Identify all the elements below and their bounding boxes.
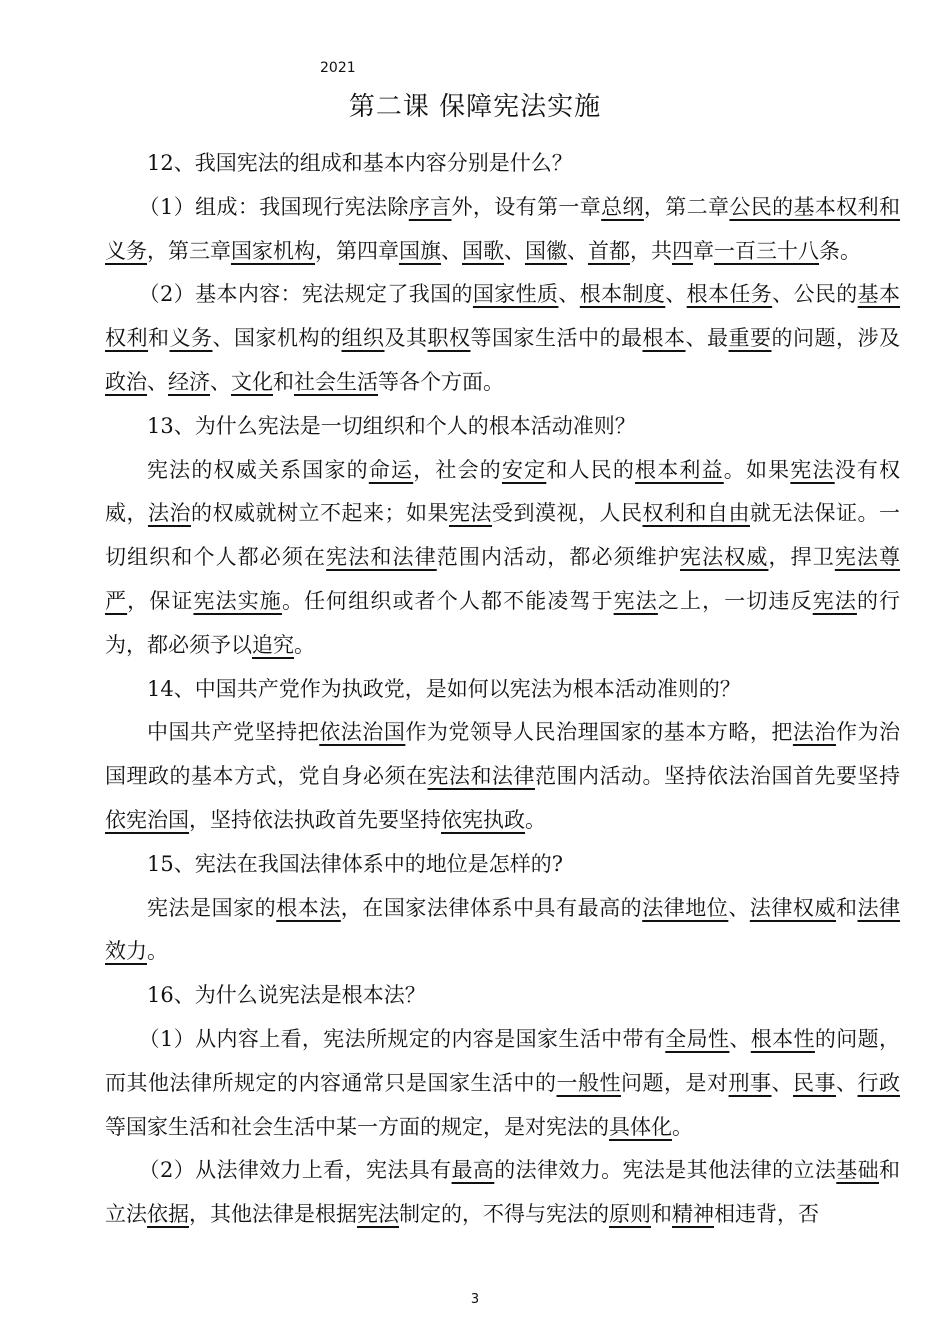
underlined-term: 依宪治国 (105, 807, 189, 832)
paragraph (105, 668, 900, 712)
underlined-term: 序言 (408, 194, 452, 219)
text-run: 、 (771, 1070, 793, 1095)
underlined-term: 最高 (451, 1158, 495, 1183)
text-run: 制定的，不得与宪法的 (399, 1202, 609, 1227)
underlined-term: 根本法 (276, 895, 341, 920)
paragraph (105, 974, 900, 1018)
underlined-term: 依据 (147, 1202, 189, 1227)
paragraph (105, 186, 900, 274)
text-run: 的问题，涉及 (771, 326, 900, 351)
text-run: 宪法的权威关系国家的 (147, 457, 369, 482)
underlined-term: 基本权利 (105, 282, 901, 351)
underlined-term: 原则 (609, 1202, 651, 1227)
text-run: 、 (558, 282, 580, 307)
text-run: 等国家生活中的最 (470, 326, 643, 351)
text-run: 的权威就树立不起来；如果 (191, 501, 449, 526)
underlined-term: 一百三十八 (714, 238, 819, 263)
text-run: 。 (672, 1114, 693, 1139)
paragraph (105, 843, 900, 887)
underlined-term: 组织 (341, 326, 385, 351)
text-run: 、 (728, 895, 750, 920)
underlined-term: 国家性质 (472, 282, 559, 307)
paragraph (105, 711, 900, 842)
text-run: 之上，一切违反 (657, 588, 813, 613)
text-run: 受到漠视，人民 (492, 501, 643, 526)
paragraph (105, 142, 900, 186)
text-run: ，保证 (127, 588, 194, 613)
text-run: ，共 (630, 238, 672, 263)
document-body (105, 142, 900, 1237)
underlined-term: 法治 (792, 720, 836, 745)
underlined-term: 宪法和法律 (326, 545, 437, 570)
paragraph (105, 1149, 900, 1237)
underlined-term: 行政 (857, 1070, 900, 1095)
text-run: ，第四章 (315, 238, 399, 263)
underlined-term: 义务 (169, 326, 213, 351)
text-run: 章 (693, 238, 714, 263)
text-run: （1）从内容上看，宪法所规定的内容是国家生活中带有 (138, 1026, 666, 1051)
text-run: 等国家生活和社会生活中某一方面的规定，是对宪法的 (105, 1114, 609, 1139)
text-run: 。 (294, 632, 315, 657)
underlined-term: 命运 (368, 457, 414, 482)
text-run: ，其他法律是根据 (189, 1202, 357, 1227)
text-run: 、国家机构的 (212, 326, 342, 351)
text-run: 和 (273, 369, 294, 394)
underlined-term: 宪法 (790, 457, 835, 482)
underlined-term: 基础 (836, 1158, 880, 1183)
underlined-term: 追究 (252, 632, 294, 657)
text-run: 和 (835, 895, 858, 920)
underlined-term: 法治 (148, 501, 191, 526)
page-number: 3 (470, 1292, 480, 1307)
text-run: ，捍卫 (768, 545, 835, 570)
paragraph (105, 1018, 900, 1149)
underlined-term: 安定 (501, 457, 547, 482)
text-run: 相违背，否 (714, 1202, 819, 1227)
text-run: 就无法保证。一切组织和个人都必须在 (105, 501, 900, 570)
paragraph (105, 273, 900, 404)
underlined-term: 宪法 (449, 501, 492, 526)
underlined-term: 总纲 (601, 194, 644, 219)
text-run: 和立法 (105, 1158, 901, 1227)
text-run: ，第二章 (643, 194, 730, 219)
underlined-term: 根本制度 (579, 282, 666, 307)
underlined-term: 社会生活 (294, 369, 378, 394)
underlined-term: 刑事 (728, 1070, 772, 1095)
underlined-term: 一般性 (556, 1070, 621, 1095)
text-run: 范围内活动。坚持依法治国首先要坚持 (535, 764, 900, 789)
text-run: ，在国家法律体系中具有最高的 (340, 895, 643, 920)
underlined-term: 宪法 (357, 1202, 399, 1227)
underlined-term: 首都 (588, 238, 630, 263)
text-run: 条。 (819, 238, 861, 263)
text-run: 、 (441, 238, 462, 263)
underlined-term: 国家机构 (231, 238, 315, 263)
underlined-term: 政治 (105, 369, 147, 394)
underlined-term: 宪法实施 (193, 588, 282, 613)
underlined-term: 全局性 (665, 1026, 730, 1051)
text-run: 和 (148, 326, 170, 351)
text-run: 的行为，都必须予以 (105, 588, 901, 657)
text-run: 的问题，而其他法律所规定的内容通常只是国家生活中的 (105, 1026, 901, 1095)
text-run: 16、为什么说宪法是根本法？ (147, 983, 426, 1008)
text-run: 和 (651, 1202, 672, 1227)
text-run: ，坚持依法执政首先要坚持 (189, 807, 441, 832)
text-run: 没有权威， (105, 457, 901, 526)
text-run: 14、中国共产党作为执政党，是如何以宪法为根本活动准则的？ (147, 676, 741, 701)
text-run: 等各个方面。 (378, 369, 504, 394)
text-run: 及其 (384, 326, 428, 351)
underlined-term: 根本利益 (635, 457, 724, 482)
underlined-term: 具体化 (609, 1114, 672, 1139)
text-run: 、 (504, 238, 525, 263)
underlined-term: 根本性 (750, 1026, 815, 1051)
underlined-term: 宪法 (613, 588, 658, 613)
underlined-term: 民事 (793, 1070, 836, 1095)
text-run: 、 (210, 369, 231, 394)
text-run: 15、宪法在我国法律体系中的地位是怎样的? (147, 851, 563, 876)
underlined-term: 宪法 (812, 588, 857, 613)
underlined-term: 依法治国 (319, 720, 406, 745)
text-run: 问题，是对 (621, 1070, 729, 1095)
text-run: 的法律效力。宪法是其他法律的立法 (494, 1158, 837, 1183)
underlined-term: 国歌 (462, 238, 504, 263)
text-run: 、公民的 (772, 282, 858, 307)
underlined-term: 根本 (642, 326, 686, 351)
text-run: 、 (729, 1026, 751, 1051)
underlined-term: 四 (672, 238, 693, 263)
text-run: 中国共产党坚持把 (147, 720, 320, 745)
text-run: 和人民的 (546, 457, 636, 482)
underlined-term: 精神 (672, 1202, 714, 1227)
underlined-term: 文化 (231, 369, 273, 394)
underlined-term: 经济 (168, 369, 210, 394)
header-year: 2021 (320, 60, 356, 76)
text-run: 12、我国宪法的组成和基本内容分别是什么？ (147, 151, 573, 175)
underlined-term: 法律权威 (749, 895, 836, 920)
text-run: 、最 (685, 326, 729, 351)
underlined-term: 依宪执政 (441, 807, 525, 832)
text-run: 宪法是国家的 (147, 895, 277, 920)
underlined-term: 权利和自由 (642, 501, 750, 526)
paragraph (105, 887, 900, 975)
lesson-title: 第二课 保障宪法实施 (348, 92, 602, 122)
text-run: 范围内活动，都必须维护 (436, 545, 680, 570)
underlined-term: 法律效力 (105, 895, 901, 964)
underlined-term: 重要 (728, 326, 772, 351)
text-run: 、 (665, 282, 687, 307)
paragraph (105, 449, 900, 668)
underlined-term: 宪法和法律 (427, 764, 535, 789)
text-run: （1）组成：我国现行宪法除 (138, 194, 409, 219)
underlined-term: 国徽 (525, 238, 567, 263)
text-run: 作为治国理政的基本方式，党自身必须在 (105, 720, 901, 789)
underlined-term: 宪法尊严 (105, 545, 901, 613)
underlined-term: 根本任务 (686, 282, 773, 307)
text-run: 13、为什么宪法是一切组织和个人的根本活动准则？ (147, 413, 636, 438)
text-run: 。任何组织或者个人都不能凌驾于 (281, 588, 614, 613)
text-run: 。 (147, 939, 168, 964)
text-run: 、 (836, 1070, 858, 1095)
text-run: 。如果 (723, 457, 791, 482)
paragraph (105, 405, 900, 449)
text-run: （2）基本内容：宪法规定了我国的 (138, 282, 473, 307)
underlined-term: 宪法权威 (680, 545, 769, 570)
underlined-term: 国旗 (399, 238, 441, 263)
text-run: ，第三章 (147, 238, 231, 263)
text-run: 外，设有第一章 (451, 194, 602, 219)
text-run: 作为党领导人民治理国家的基本方略，把 (405, 720, 793, 745)
underlined-term: 公民的基本权利和义务 (105, 194, 901, 263)
underlined-term: 职权 (427, 326, 471, 351)
text-run: 、 (147, 369, 168, 394)
underlined-term: 法律地位 (642, 895, 729, 920)
text-run: ，社会的 (413, 457, 502, 482)
text-run: 、 (567, 238, 588, 263)
text-run: 。 (525, 807, 546, 832)
text-run: （2）从法律效力上看，宪法具有 (138, 1158, 452, 1183)
